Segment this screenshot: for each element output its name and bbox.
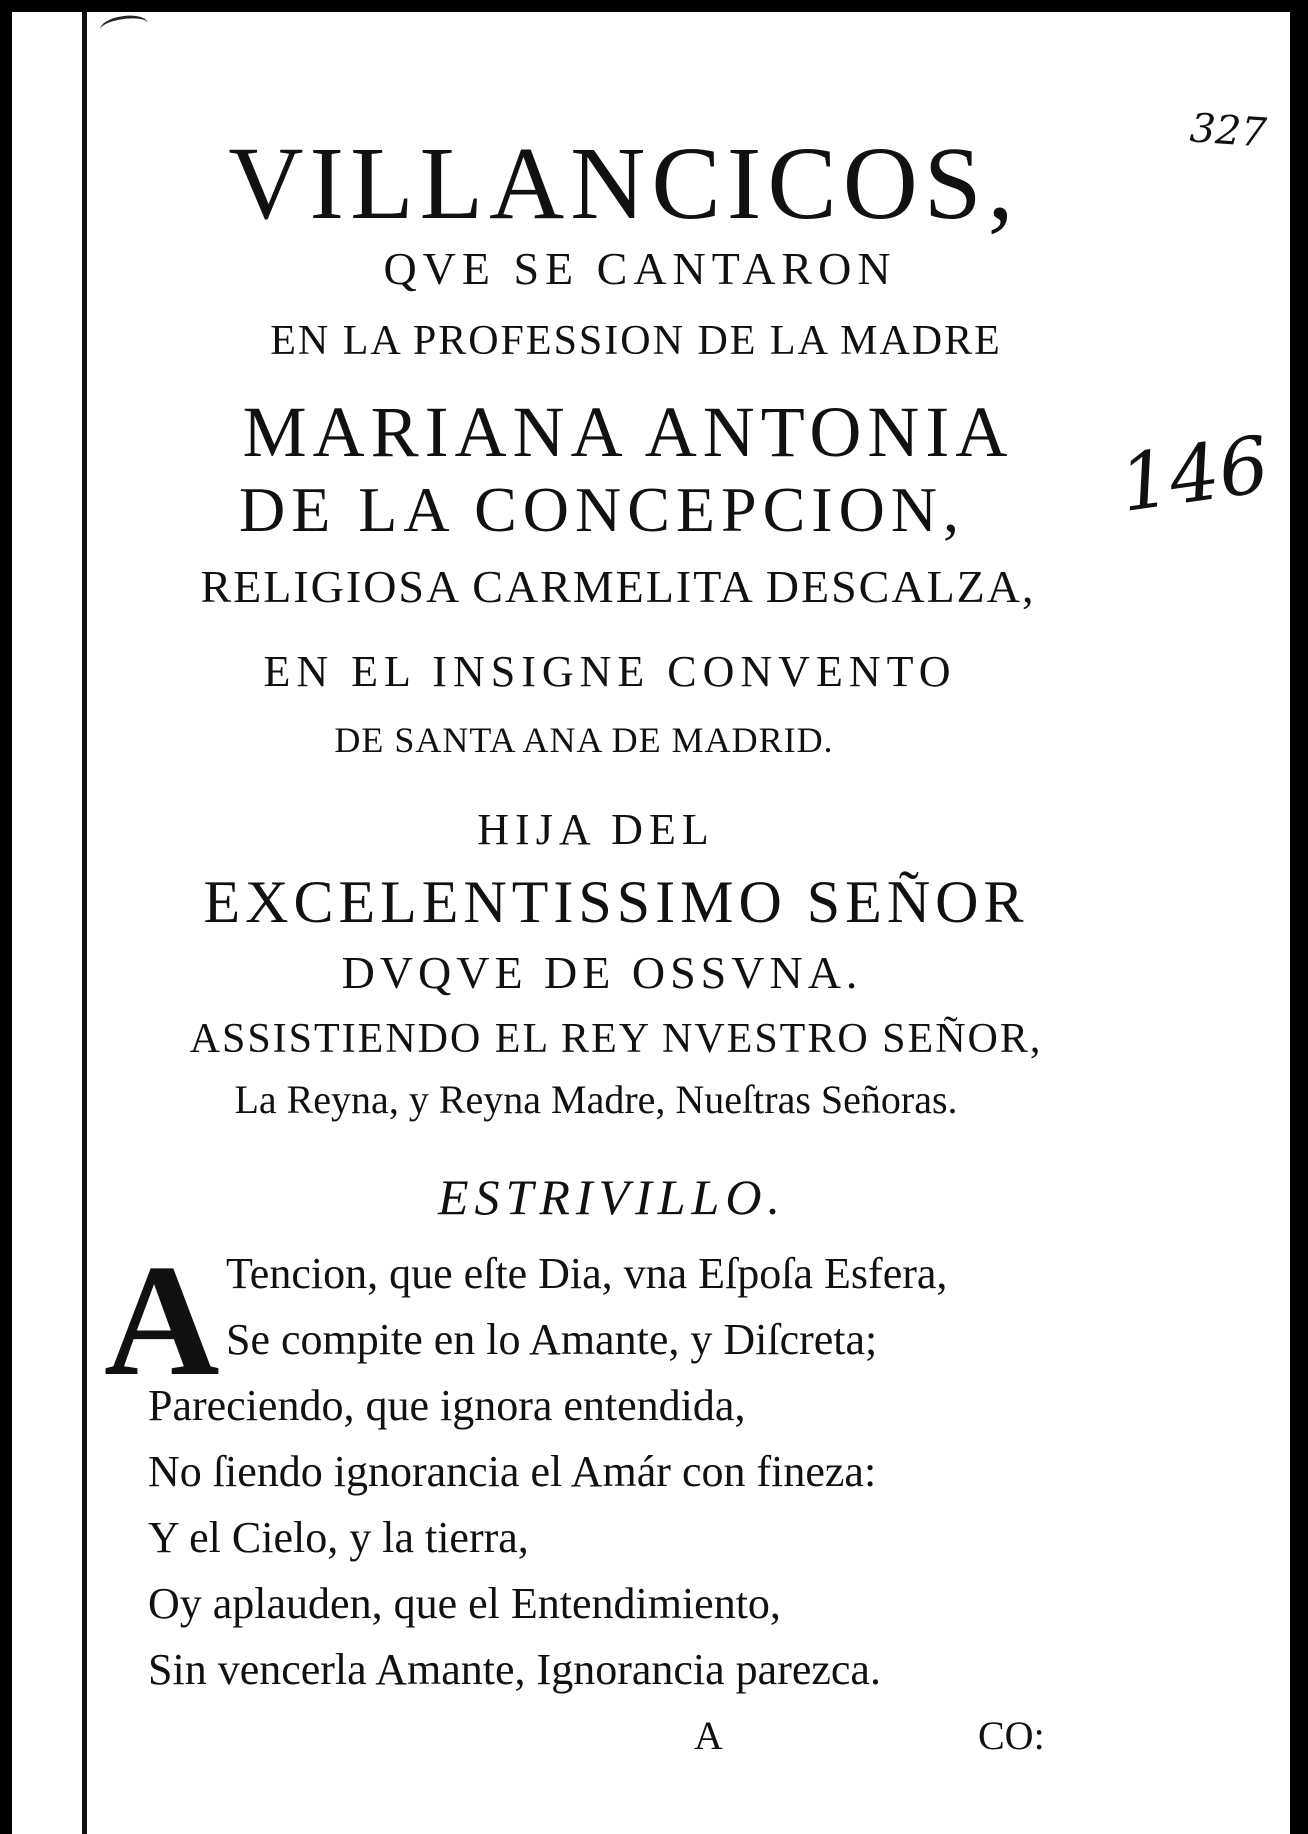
title-line-religiosa: RELIGIOSA CARMELITA DESCALZA, bbox=[200, 561, 1036, 612]
poem-line: Oy aplauden, que el Entendimiento, bbox=[148, 1579, 781, 1628]
title-line-que-se-cantaron: QVE SE CANTARON bbox=[383, 243, 897, 294]
catchword: CO: bbox=[978, 1713, 1045, 1758]
poem-line: No ſiendo ignorancia el Amár con fineza: bbox=[148, 1447, 877, 1496]
signature-mark: A bbox=[694, 1713, 723, 1758]
title-line-mariana-antonia: MARIANA ANTONIA bbox=[242, 392, 1014, 472]
poem-line: Pareciendo, que ignora entendida, bbox=[148, 1381, 746, 1430]
title-line-convento: EN EL INSIGNE CONVENTO bbox=[263, 647, 957, 696]
title-line-excelentissimo: EXCELENTISSIMO SEÑOR bbox=[203, 869, 1029, 935]
ink-mark bbox=[99, 13, 149, 40]
title-villancicos: VILLANCICOS, bbox=[228, 126, 1020, 241]
poem-line: Sin vencerla Amante, Ignorancia parezca. bbox=[148, 1645, 881, 1694]
handwritten-folio-mark: 146 bbox=[1114, 420, 1275, 530]
section-heading-estrivillo: ESTRIVILLO. bbox=[438, 1169, 786, 1225]
handwritten-page-number: 327 bbox=[1188, 105, 1268, 157]
poem-line: Y el Cielo, y la tierra, bbox=[148, 1513, 529, 1562]
title-line-santa-ana: DE SANTA ANA DE MADRID. bbox=[334, 720, 834, 760]
title-line-la-reyna: La Reyna, y Reyna Madre, Nueſtras Señoras. bbox=[234, 1077, 958, 1122]
title-line-hija-del: HIJA DEL bbox=[477, 805, 715, 854]
title-line-concepcion: DE LA CONCEPCION, bbox=[238, 474, 966, 545]
scan-border-top bbox=[0, 0, 1308, 12]
poem-line: Se compite en lo Amante, y Diſcreta; bbox=[226, 1315, 878, 1364]
title-line-profession: EN LA PROFESSION DE LA MADRE bbox=[270, 318, 1002, 364]
title-line-assistiendo: ASSISTIENDO EL REY NVESTRO SEÑOR, bbox=[189, 1016, 1043, 1062]
title-line-duque-de-ossuna: DVQVE DE OSSVNA. bbox=[341, 947, 863, 998]
poem-line: Tencion, que eſte Dia, vna Eſpoſa Esfera, bbox=[226, 1249, 948, 1298]
drop-cap: A bbox=[104, 1231, 220, 1409]
